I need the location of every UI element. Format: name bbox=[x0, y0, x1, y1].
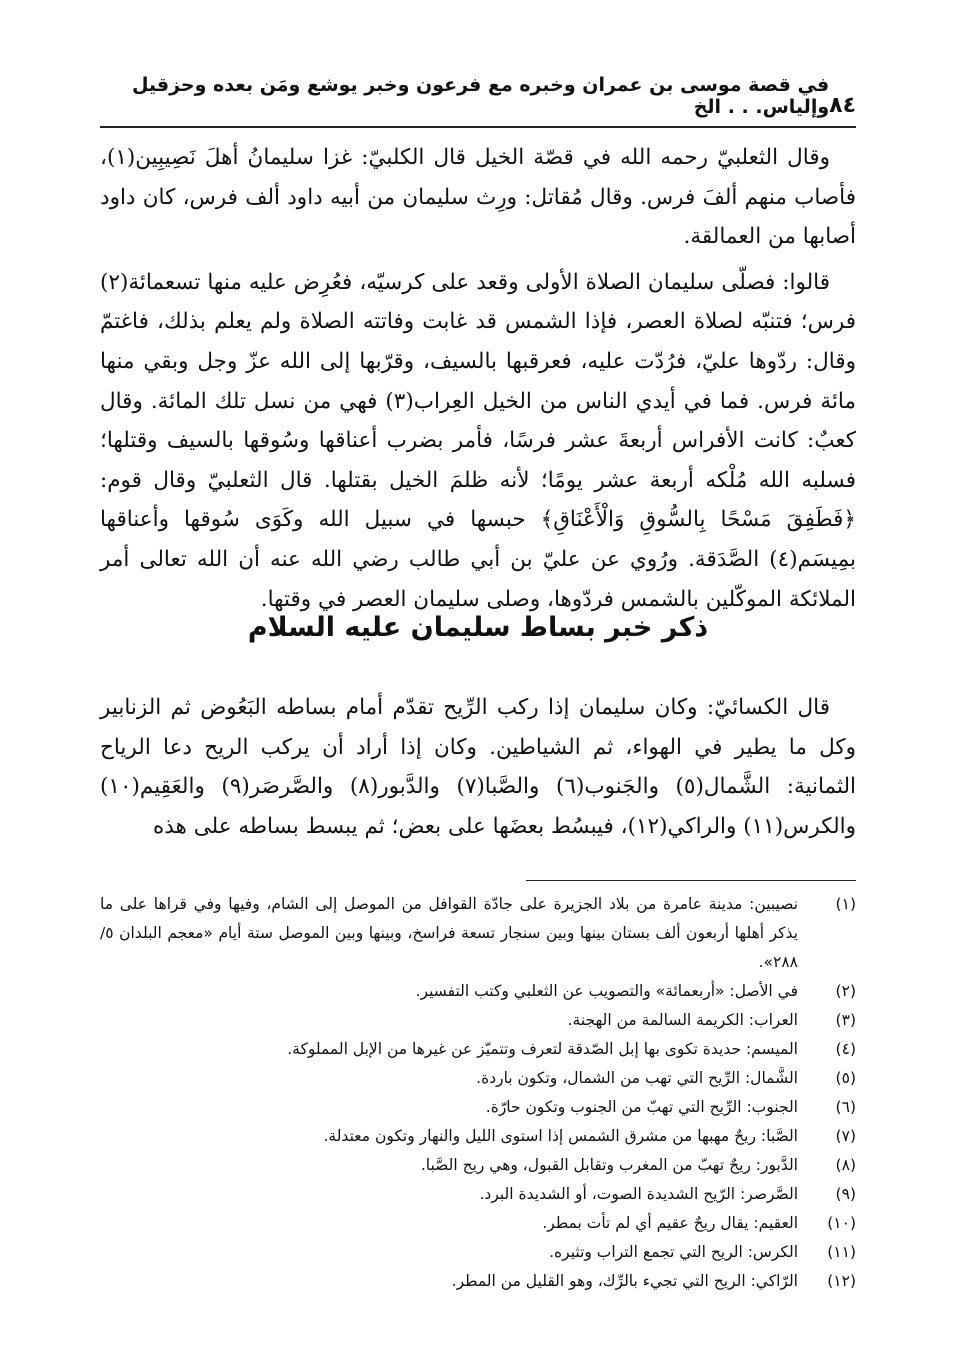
footnote-number: (١١) bbox=[827, 1243, 856, 1261]
footnote bbox=[100, 1180, 856, 1209]
footnote-text: الميسم: حديدة تكوى بها إبل الصّدقة لتعرف وتتميّز عن غيرها من الإبل المملوكة. bbox=[287, 1040, 798, 1058]
footnote-divider bbox=[526, 880, 856, 881]
footnote bbox=[100, 1064, 856, 1093]
footnote-text: نصيبين: مدينة عامرة من بلاد الجزيرة على جادّة القوافل من الموصل إلى الشام، وفيها وفي قراها على ما يذكر أهلها أربعون ألف بستان بينها وبين سنجار تسعة فراسخ، وبينها وبين الموصل ستة أيام «معجم البلدان ٥/ ٢٨٨». bbox=[100, 895, 798, 971]
paragraph: وقال الثعلبيّ رحمه الله في قصّة الخيل قال الكلبيّ: غزا سليمانُ أهلَ نَصِيبِين(١)، فأصاب منهم ألفَ فرس. وقال مُقاتل: ورِث سليمان من أبيه داود ألف فرس، كان داود أصابها من العمالقة. bbox=[100, 145, 856, 250]
footnote-number: (٩) bbox=[835, 1185, 856, 1203]
footnote bbox=[100, 1267, 856, 1296]
footnote-text: الشَّمال: الرِّيح التي تهب من الشمال، وتكون باردة. bbox=[476, 1069, 798, 1087]
paragraph: قالوا: فصلّى سليمان الصلاة الأولى وقعد على كرسيّه، فعُرِض عليه منها تسعمائة(٢) فرس؛ فتنبّه لصلاة العصر، فإذا الشمس قد غابت وفاتته الصلاة ولم يعلم بذلك، فاغتمّ وقال: ردّوها عليّ، فرُدّت عليه، فعرقبها بالسيف، وقرّبها إلى الله عزّ وجل وبقي منها مائة فرس. فما في أيدي الناس من الخيل العِراب(٣) فهي من نسل تلك المائة. وقال كعبٌ: كانت الأفراس أربعةَ عشر فرسًا، فأمر بضرب أعناقها وسُوقها بالسيف وقتلها؛ فسلبه الله مُلْكه أربعة عشر يومًا؛ لأنه ظلمَ الخيل بقتلها. قال الثعلبيّ وقال قوم: ﴿فَطَفِقَ مَسْحًا بِالسُّوقِ وَالْأَعْنَاقِ﴾ حبسها في سبيل الله وكَوَى سُوقها وأعناقها بمِيسَم(٤) الصَّدَقة. ورُوي عن عليّ بن أبي طالب رضي الله عنه أن الله تعالى أمر الملائكة الموكّلين بالشمس فردّوها، وصلى سليمان العصر في وقتها. bbox=[100, 269, 856, 612]
footnote-number: (٧) bbox=[835, 1127, 856, 1145]
page-header bbox=[100, 74, 856, 128]
footnote bbox=[100, 1006, 856, 1035]
footnote-number: (٢) bbox=[835, 982, 856, 1000]
footnote bbox=[100, 1209, 856, 1238]
footnote bbox=[100, 1122, 856, 1151]
footnote bbox=[100, 977, 856, 1006]
page-number: ٨٤ bbox=[829, 93, 856, 118]
footnote-text: الجنوب: الرِّيح التي تهبّ من الجنوب وتكون حارّة. bbox=[485, 1098, 798, 1116]
footnote-number: (٦) bbox=[835, 1098, 856, 1116]
footnote bbox=[100, 1035, 856, 1064]
footnote-text: الكرس: الريح التي تجمع التراب وتثيره. bbox=[549, 1243, 798, 1261]
section-heading: ذكر خبر بساط سليمان عليه السلام bbox=[247, 612, 709, 643]
footnote-number: (٣) bbox=[835, 1011, 856, 1029]
footnote-text: الدَّبور: ريحٌ تهبّ من المغرب وتقابل القبول، وهي ريح الصَّبا. bbox=[420, 1156, 798, 1174]
footnote-text: الرّاكي: الريح التي تجيء بالرِّك، وهو القليل من المطر. bbox=[451, 1272, 798, 1290]
paragraph: قال الكسائيّ: وكان سليمان إذا ركب الرِّيح تقدّم أمام بساطه البَعُوض ثم الزنابير وكل ما يطير في الهواء، ثم الشياطين. وكان إذا أراد أن يركب الريح دعا الرياح الثمانية: الشَّمال(٥) والجَنوب(٦) والصَّبا(٧) والدَّبور(٨) والصَّرصَر(٩) والعَقِيم(١٠) والكرس(١١) والراكي(١٢)، فيبسُط بعضَها على بعض؛ ثم يبسط بساطه على هذه bbox=[100, 695, 856, 839]
footnote-number: (١٠) bbox=[827, 1214, 856, 1232]
footnote-text: الصَّرصر: الرّيح الشديدة الصوت، أو الشديدة البرد. bbox=[479, 1185, 798, 1203]
footnote-number: (١) bbox=[835, 895, 856, 913]
footnote bbox=[100, 890, 856, 977]
running-title: في قصة موسى بن عمران وخبره مع فرعون وخبر يوشع ومَن بعده وحزقيل وإلياس. . . الخ bbox=[131, 74, 830, 118]
footnote-text: الصَّبا: ريحٌ مهبها من مشرق الشمس إذا استوى الليل والنهار وتكون معتدلة. bbox=[323, 1127, 798, 1145]
footnote bbox=[100, 1093, 856, 1122]
footnotes bbox=[100, 890, 856, 1296]
footnote bbox=[100, 1151, 856, 1180]
footnote-text: العقيم: يقال ريحٌ عقيم أي لم تأت بمطر. bbox=[542, 1214, 798, 1232]
section-text bbox=[100, 688, 856, 846]
footnote bbox=[100, 1238, 856, 1267]
main-text bbox=[100, 138, 856, 619]
footnote-number: (٥) bbox=[835, 1069, 856, 1087]
footnote-number: (٤) bbox=[835, 1040, 856, 1058]
footnote-number: (٨) bbox=[835, 1156, 856, 1174]
footnote-text: العراب: الكريمة السالمة من الهجنة. bbox=[567, 1011, 798, 1029]
footnote-text: في الأصل: «أربعمائة» والتصويب عن الثعلبي وكتب التفسير. bbox=[415, 982, 798, 1000]
footnote-number: (١٢) bbox=[827, 1272, 856, 1290]
